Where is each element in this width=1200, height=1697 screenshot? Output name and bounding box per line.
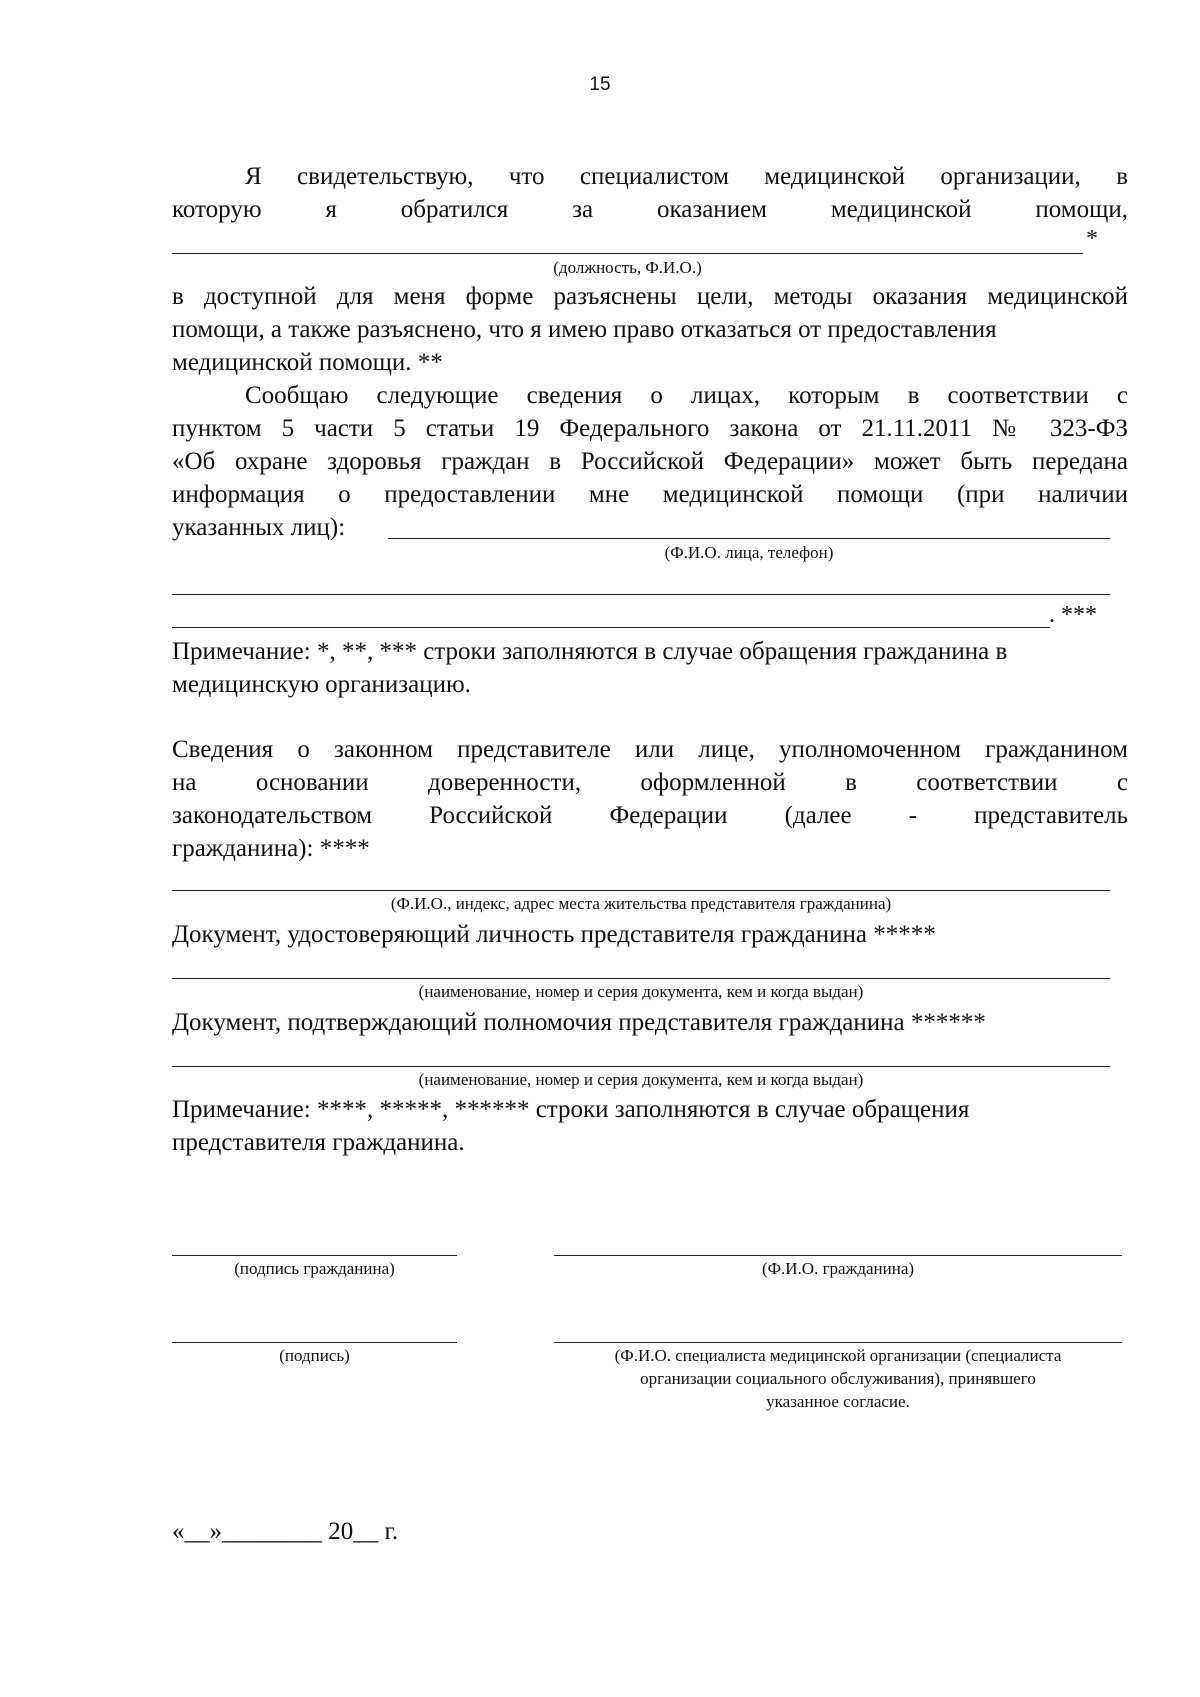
persons-line-3: «Об охране здоровья граждан в Российской Федерации» может быть передана xyxy=(172,448,1128,475)
note-2-line-1: Примечание: ****, *****, ****** строки заполняются в случае обращения xyxy=(172,1096,970,1123)
footnote-mark: * xyxy=(1086,226,1098,252)
specialist-caption-line-1: (Ф.И.О. специалиста медицинской организации (специалиста xyxy=(614,1346,1062,1365)
witness-line-4: помощи, а также разъяснено, что я имею право отказаться от предоставления xyxy=(172,316,997,343)
citizen-name-caption: (Ф.И.О. гражданина) xyxy=(761,1259,915,1278)
authority-document-label: Документ, подтверждающий полномочия представителя гражданина ****** xyxy=(172,1009,986,1036)
citizen-name-field[interactable] xyxy=(554,1255,1122,1256)
persons-line-4: информация о предоставлении мне медицинской помощи (при наличии xyxy=(172,481,1128,508)
persons-end-mark: . *** xyxy=(1049,602,1097,628)
persons-field-3[interactable] xyxy=(172,627,1050,628)
witness-line-2: которую я обратился за оказанием медицинской помощи, xyxy=(172,196,1128,223)
representative-line-3: законодательством Российской Федерации (далее - представитель xyxy=(172,802,1128,829)
citizen-signature-caption: (подпись гражданина) xyxy=(234,1259,395,1278)
identity-document-caption: (наименование, номер и серия документа, кем и когда выдан) xyxy=(418,982,864,1001)
representative-line-4: гражданина): **** xyxy=(172,835,370,862)
persons-line-5: указанных лиц): xyxy=(172,514,346,541)
representative-caption: (Ф.И.О., индекс, адрес места жительства представителя гражданина) xyxy=(390,894,892,913)
position-name-caption: (должность, Ф.И.О.) xyxy=(553,258,702,277)
witness-line-1: Я свидетельствую, что специалистом медицинской организации, в xyxy=(245,163,1128,190)
specialist-caption-line-2: организации социального обслуживания), принявшего xyxy=(640,1369,1036,1388)
persons-line-1: Сообщаю следующие сведения о лицах, которым в соответствии с xyxy=(245,382,1128,409)
persons-caption: (Ф.И.О. лица, телефон) xyxy=(664,543,834,562)
position-name-field[interactable] xyxy=(172,253,1083,254)
date-line[interactable]: «__»________ 20__ г. xyxy=(172,1518,399,1545)
identity-document-field[interactable] xyxy=(172,978,1110,979)
identity-document-label: Документ, удостоверяющий личность представителя гражданина ***** xyxy=(172,921,936,948)
citizen-signature-field[interactable] xyxy=(172,1255,457,1256)
page-number: 15 xyxy=(589,74,611,95)
specialist-name-field[interactable] xyxy=(554,1342,1122,1343)
persons-line-2: пунктом 5 части 5 статьи 19 Федерального закона от 21.11.2011 № 323-ФЗ xyxy=(172,415,1128,442)
authority-document-caption: (наименование, номер и серия документа, кем и когда выдан) xyxy=(418,1070,864,1089)
note-2-line-2: представителя гражданина. xyxy=(172,1129,465,1156)
persons-field-1[interactable] xyxy=(388,538,1110,539)
witness-line-5: медицинской помощи. ** xyxy=(172,349,443,376)
note-1-line-2: медицинскую организацию. xyxy=(172,671,471,698)
specialist-signature-caption: (подпись) xyxy=(279,1346,350,1365)
specialist-signature-field[interactable] xyxy=(172,1342,457,1343)
specialist-caption-line-3: указанное согласие. xyxy=(766,1392,910,1411)
representative-field[interactable] xyxy=(172,890,1110,891)
authority-document-field[interactable] xyxy=(172,1066,1110,1067)
witness-line-3: в доступной для меня форме разъяснены цели, методы оказания медицинской xyxy=(172,283,1128,310)
persons-field-2[interactable] xyxy=(172,594,1110,595)
representative-line-2: на основании доверенности, оформленной в соответствии с xyxy=(172,769,1128,796)
representative-line-1: Сведения о законном представителе или лице, уполномоченном гражданином xyxy=(172,736,1128,763)
note-1-line-1: Примечание: *, **, *** строки заполняются в случае обращения гражданина в xyxy=(172,638,1008,665)
